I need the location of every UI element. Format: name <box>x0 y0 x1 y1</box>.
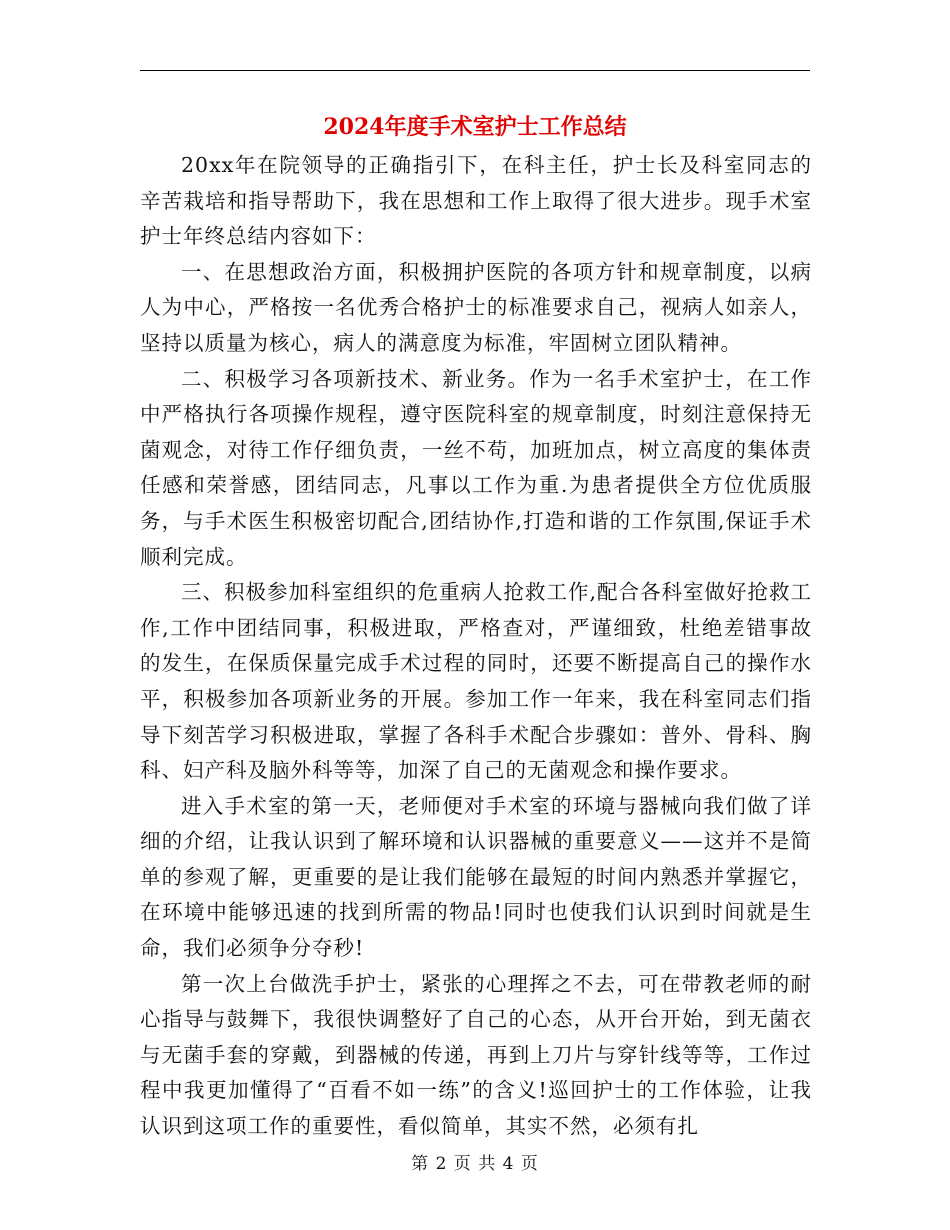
document-body <box>140 148 812 1145</box>
paragraph-first-day: 进入手术室的第一天，老师便对手术室的环境与器械向我们做了详细的介绍，让我认识到了解环境和认识器械的重要意义——这并不是简单的参观了解，更重要的是让我们能够在最短的时间内熟悉并掌握它，在环境中能够迅速的找到所需的物品!同时也使我们认识到时间就是生命，我们必须争分夺秒! <box>140 793 812 961</box>
paragraph-first-surgery: 第一次上台做洗手护士，紧张的心理挥之不去，可在带教老师的耐心指导与鼓舞下，我很快调整好了自己的心态，从开台开始，到无菌衣与无菌手套的穿戴，到器械的传递，再到上刀片与穿针线等等，工作过程中我更加懂得了“百看不如一练”的含义!巡回护士的工作体验，让我认识到这项工作的重要性，看似简单，其实不然，必须有扎 <box>140 971 812 1139</box>
document-title: 2024年度手术室护士工作总结 <box>323 114 627 140</box>
paragraph-section-2: 二、积极学习各项新技术、新业务。作为一名手术室护士，在工作中严格执行各项操作规程，遵守医院科室的规章制度，时刻注意保持无菌观念，对待工作仔细负责，一丝不苟，加班加点，树立高度的集体责任感和荣誉感，团结同志，凡事以工作为重.为患者提供全方位优质服务，与手术医生积极密切配合,团结协作,打造和谐的工作氛围,保证手术顺利完成。 <box>140 366 812 569</box>
header-rule <box>140 70 810 71</box>
paragraph-intro: 20xx年在院领导的正确指引下，在科主任，护士长及科室同志的辛苦栽培和指导帮助下，我在思想和工作上取得了很大进步。现手术室护士年终总结内容如下： <box>140 153 812 249</box>
paragraph-section-3: 三、积极参加科室组织的危重病人抢救工作,配合各科室做好抢救工作,工作中团结同事，积极进取，严格查对，严谨细致，杜绝差错事故的发生，在保质保量完成手术过程的同时，还要不断提高自己的操作水平，积极参加各项新业务的开展。参加工作一年来，我在科室同志们指导下刻苦学习积极进取，掌握了各科手术配合步骤如：普外、骨科、胸科、妇产科及脑外科等等，加深了自己的无菌观念和操作要求。 <box>140 580 813 783</box>
page-footer: 第 2 页 共 4 页 <box>411 1154 539 1174</box>
paragraph-section-1: 一、在思想政治方面，积极拥护医院的各项方针和规章制度，以病人为中心，严格按一名优秀合格护士的标准要求自己，视病人如亲人，坚持以质量为核心，病人的满意度为标准，牢固树立团队精神。 <box>140 259 812 355</box>
